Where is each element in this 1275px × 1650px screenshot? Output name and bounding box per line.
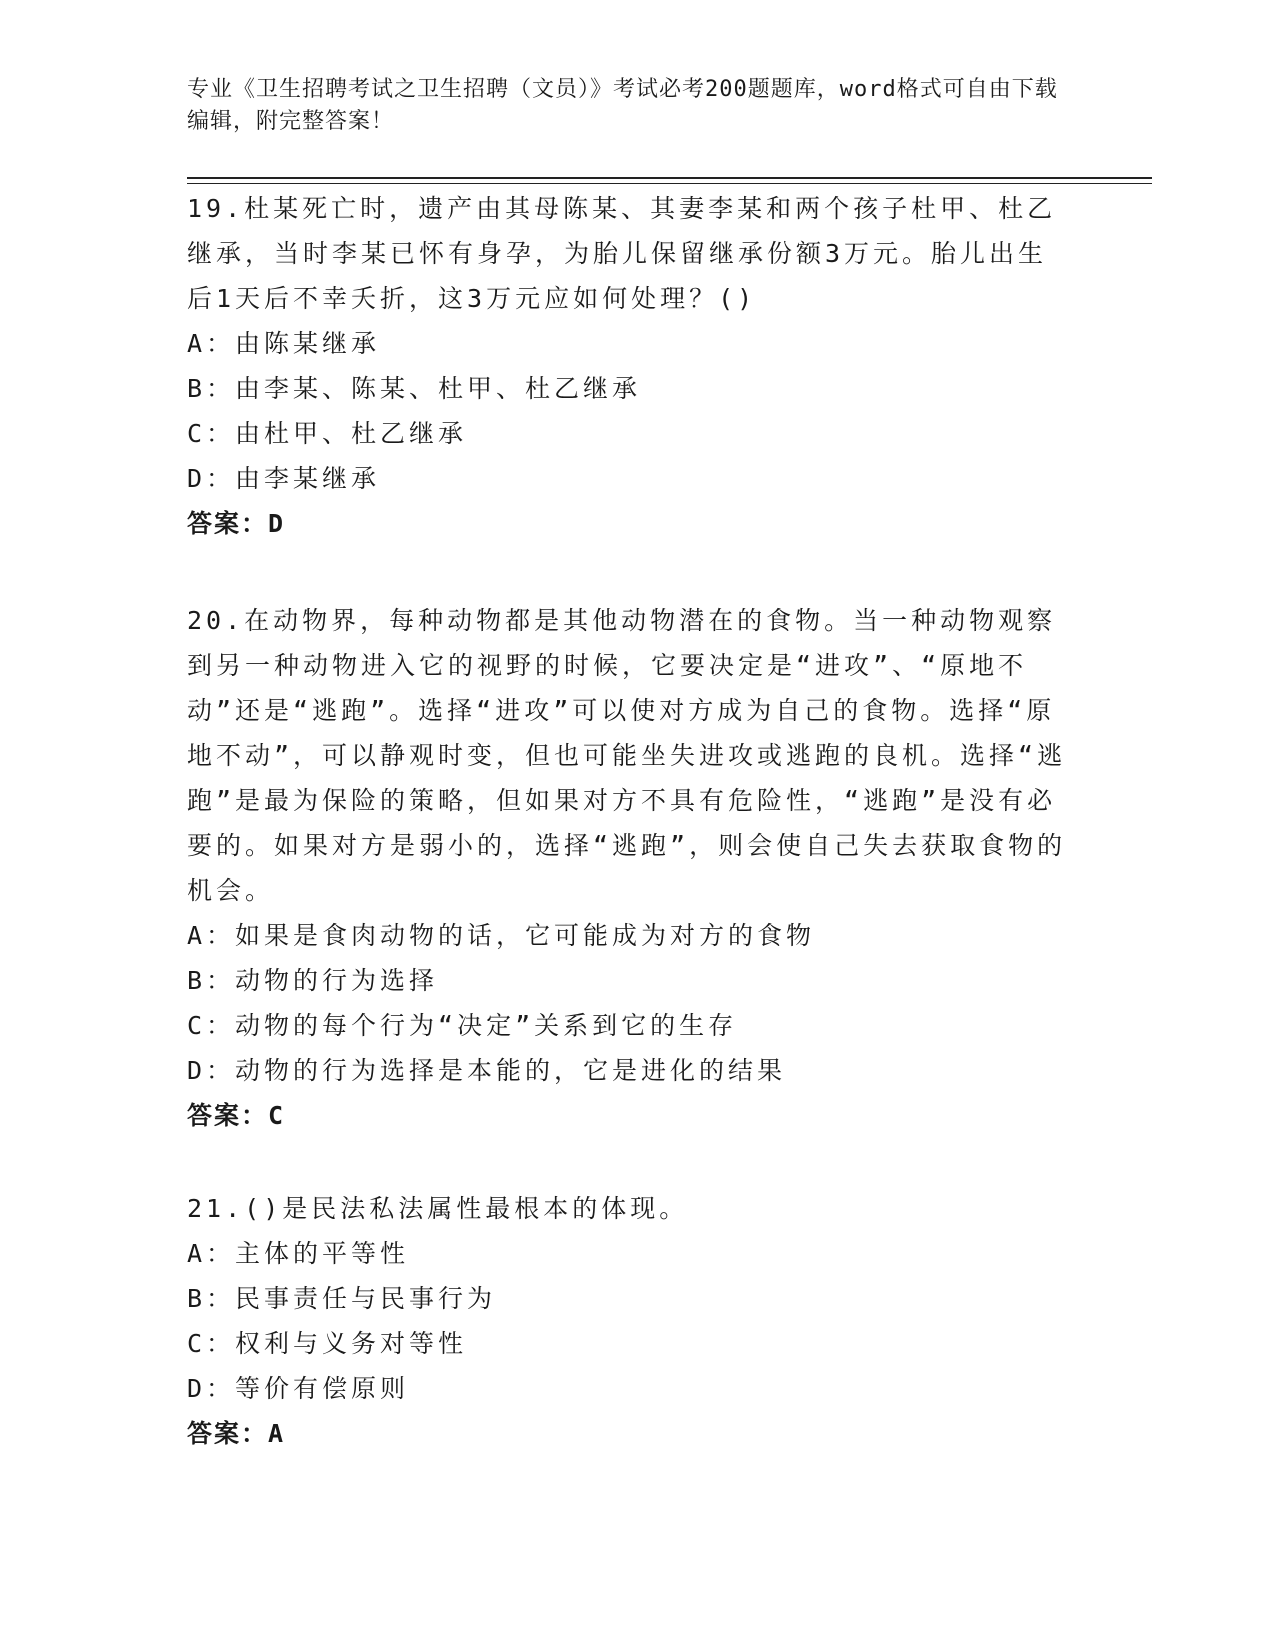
option-a: A：如果是食肉动物的话，它可能成为对方的食物 [187,921,816,950]
question-stem: 19.杜某死亡时，遗产由其母陈某、其妻李某和两个孩子杜甲、杜乙继承，当时李某已怀有身孕，为胎儿保留继承份额3万元。胎儿出生后1天后不幸夭折，这3万元应如何处理？() [187,194,1057,313]
option-d: D：等价有偿原则 [187,1374,410,1403]
option-c: C：由杜甲、杜乙继承 [187,419,468,448]
question-stem: 20.在动物界，每种动物都是其他动物潜在的食物。当一种动物观察到另一种动物进入它的视野的时候，它要决定是“进攻”、“原地不动”还是“逃跑”。选择“进攻”可以使对方成为自己的食物。选择“原地不动”，可以静观时变，但也可能坐失进攻或逃跑的良机。选择“逃跑”是最为保险的策略，但如果对方不具有危险性，“逃跑”是没有必要的。如果对方是弱小的，选择“逃跑”，则会使自己失去获取食物的机会。 [187,606,1067,905]
question-21 [187,1186,1067,1456]
option-d: D：动物的行为选择是本能的，它是进化的结果 [187,1056,787,1085]
option-a: A：主体的平等性 [187,1239,410,1268]
option-c: C：动物的每个行为“决定”关系到它的生存 [187,1011,738,1040]
option-d: D：由李某继承 [187,464,381,493]
option-a: A：由陈某继承 [187,329,381,358]
question-20 [187,598,1067,1138]
answer: 答案：C [187,1101,286,1130]
question-19 [187,186,1067,546]
header-rule-thin [187,183,1152,184]
page-header: 专业《卫生招聘考试之卫生招聘（文员）》考试必考200题题库，word格式可自由下载编辑，附完整答案！ [187,77,1058,134]
answer: 答案：D [187,509,286,538]
header-rule-thick [187,177,1152,179]
option-b: B：由李某、陈某、杜甲、杜乙继承 [187,374,642,403]
answer: 答案：A [187,1419,286,1448]
option-b: B：动物的行为选择 [187,966,439,995]
option-b: B：民事责任与民事行为 [187,1284,497,1313]
option-c: C：权利与义务对等性 [187,1329,468,1358]
question-stem: 21.()是民法私法属性最根本的体现。 [187,1194,689,1223]
